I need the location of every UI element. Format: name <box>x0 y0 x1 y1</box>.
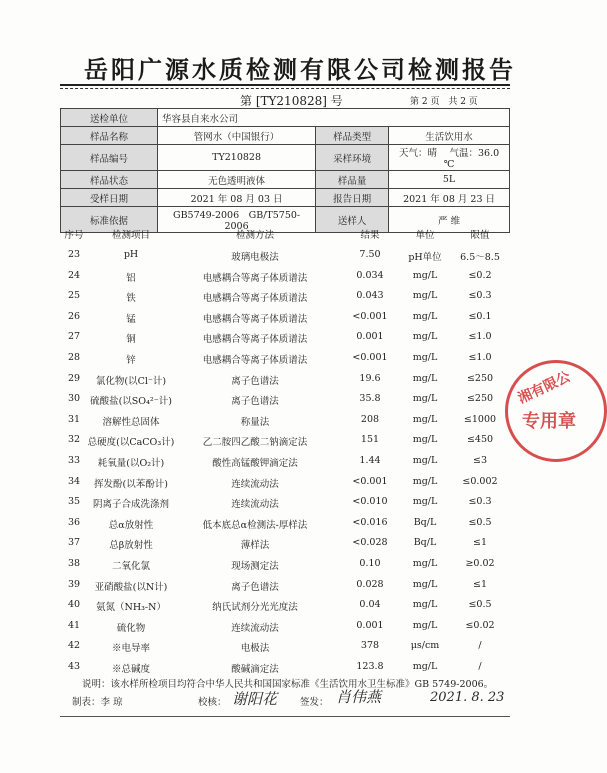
sender-value: 华容县自来水公司 <box>158 109 510 127</box>
cell-unit: mg/L <box>412 661 438 672</box>
cell-result: 151 <box>360 434 380 446</box>
cell-item: 总硬度(以CaCO₃计) <box>87 437 175 449</box>
page-total: 共 2 页 <box>448 97 478 107</box>
cell-limit: ≤0.5 <box>468 516 492 528</box>
cell-limit: 6.5～8.5 <box>460 252 500 263</box>
cell-limit: ≤1.0 <box>468 331 492 343</box>
sample-qty-value: 5L <box>389 171 510 189</box>
table-row <box>0 640 564 660</box>
cell-seq: 39 <box>67 578 81 590</box>
cell-result: 0.001 <box>356 619 384 631</box>
cell-unit: μs/cm <box>410 640 440 652</box>
table-row <box>0 496 564 516</box>
cell-result: <0.028 <box>352 537 388 549</box>
sample-info-table <box>60 108 510 233</box>
cell-item: ※总碱度 <box>111 664 150 675</box>
table-row <box>0 599 564 619</box>
cell-unit: mg/L <box>412 413 438 425</box>
table-row <box>0 579 564 599</box>
cell-unit: mg/L <box>412 352 438 363</box>
header-limit: 限值 <box>470 230 490 241</box>
cell-seq: 35 <box>67 496 81 508</box>
table-row <box>0 270 564 290</box>
cell-item: 阴离子合成洗涤剂 <box>92 499 169 511</box>
cell-result: 1.44 <box>359 455 381 466</box>
cell-limit: ≤3 <box>472 455 487 466</box>
signer-signature: 肖伟燕 <box>336 688 382 706</box>
header-seq: 序号 <box>64 230 84 241</box>
table-row <box>0 537 564 557</box>
header-method: 检测方法 <box>235 230 274 241</box>
table-row <box>0 476 564 496</box>
cell-seq: 23 <box>67 249 81 260</box>
sample-type-value: 生活饮用水 <box>389 127 510 145</box>
footer-rule <box>60 716 510 717</box>
cell-item: 铁 <box>126 293 136 305</box>
sample-name-label: 样品名称 <box>61 127 158 145</box>
maker <box>72 694 123 708</box>
standard-label: 标准依据 <box>61 207 158 233</box>
cell-item: 硫酸盐(以SO₄²⁻计) <box>90 396 172 408</box>
cell-seq: 27 <box>67 331 81 343</box>
cell-result: 0.001 <box>356 331 384 343</box>
cell-result: <0.001 <box>352 310 388 322</box>
signer-label: 签发： <box>300 697 329 708</box>
cell-result: 0.04 <box>359 599 381 611</box>
sampling-env-value: 天气：晴 气温：36.0 ℃ <box>389 145 510 171</box>
cell-seq: 36 <box>67 516 81 528</box>
cell-unit: Bq/L <box>413 516 437 528</box>
cell-limit: ≤0.02 <box>465 619 495 631</box>
cell-seq: 24 <box>67 269 81 281</box>
cell-result: 19.6 <box>359 372 381 384</box>
cell-limit: ≤250 <box>466 393 494 405</box>
cell-method: 电感耦合等离子体质谱法 <box>202 313 308 325</box>
header-unit: 单位 <box>415 230 435 241</box>
page-info <box>410 94 484 107</box>
sample-state-label: 样品状态 <box>61 171 158 189</box>
cell-seq: 31 <box>67 413 81 425</box>
cell-limit: ≤0.5 <box>468 599 492 611</box>
cell-result: 7.50 <box>359 249 381 260</box>
cell-method: 离子色谱法 <box>231 581 279 593</box>
cell-seq: 30 <box>67 393 81 405</box>
cell-item: 锰 <box>126 313 136 325</box>
cell-result: 123.8 <box>356 661 384 672</box>
cell-result: 0.034 <box>356 269 384 281</box>
cell-result: <0.016 <box>352 516 388 528</box>
cell-unit: mg/L <box>412 599 438 611</box>
cell-method: 称量法 <box>240 416 270 428</box>
table-row <box>0 331 564 351</box>
cell-method: 电感耦合等离子体质谱法 <box>202 272 308 284</box>
sampling-env-label: 采样环境 <box>316 145 389 171</box>
cell-item: 溶解性总固体 <box>102 416 160 428</box>
cell-unit: mg/L <box>412 290 438 302</box>
cell-seq: 40 <box>67 599 81 611</box>
cell-item: pH <box>123 249 139 260</box>
cell-unit: mg/L <box>412 269 438 281</box>
cell-limit: ≤1 <box>472 537 487 549</box>
table-row <box>0 414 564 434</box>
cell-limit: / <box>478 661 482 672</box>
cell-limit: ≤1000 <box>463 413 497 425</box>
cell-limit: ≤0.3 <box>468 496 492 508</box>
sample-state-value: 无色透明液体 <box>158 171 316 189</box>
table-row <box>0 517 564 537</box>
cell-method: 薄样法 <box>240 540 270 552</box>
cell-unit: mg/L <box>412 578 438 590</box>
cell-result: 0.043 <box>356 290 384 302</box>
received-date-label: 受样日期 <box>61 189 158 207</box>
cell-limit: ≤0.002 <box>462 475 498 487</box>
cell-unit: Bq/L <box>413 537 437 549</box>
cell-item: 挥发酚(以苯酚计) <box>94 478 168 490</box>
cell-item: 二氧化氯 <box>111 561 150 572</box>
cell-result: 208 <box>360 413 380 425</box>
cell-item: 铜 <box>126 334 136 346</box>
cell-unit: mg/L <box>412 310 438 322</box>
cell-method: 电极法 <box>240 643 270 655</box>
page-current: 第 2 页 <box>410 97 440 107</box>
cell-seq: 34 <box>67 475 81 487</box>
sample-type-label: 样品类型 <box>316 127 389 145</box>
report-title: 岳阳广源水质检测有限公司检测报告 <box>84 56 516 84</box>
cell-unit: mg/L <box>412 393 438 405</box>
standard-value: GB5749-2006 GB/T5750-2006 <box>158 207 316 233</box>
cell-seq: 25 <box>67 290 81 302</box>
conclusion-note: 说明：该水样所检项目均符合中华人民共和国国家标准《生活饮用水卫生标准》GB 5749-2006。 <box>82 679 494 690</box>
cell-method: 离子色谱法 <box>231 375 279 387</box>
maker-name: 李 琼 <box>100 697 123 708</box>
cell-unit: pH单位 <box>408 252 442 263</box>
cell-result: 378 <box>360 640 380 652</box>
cell-limit: ≤0.3 <box>468 290 492 302</box>
cell-seq: 29 <box>67 372 81 384</box>
table-row <box>0 373 564 393</box>
cell-unit: mg/L <box>412 331 438 343</box>
cell-limit: ≥0.02 <box>465 558 495 569</box>
cell-method: 低本底总α检测法-厚样法 <box>202 519 308 531</box>
cell-unit: mg/L <box>412 496 438 508</box>
cell-method: 现场测定法 <box>231 561 279 572</box>
cell-unit: mg/L <box>412 372 438 384</box>
cell-limit: / <box>478 640 482 652</box>
sign-date: 2021. 8. 23 <box>430 690 505 705</box>
cell-item: 耗氧量(以O₂计) <box>97 458 165 469</box>
header-item: 检测项目 <box>111 230 150 241</box>
cell-method: 电感耦合等离子体质谱法 <box>202 293 308 305</box>
cell-method: 连续流动法 <box>231 478 279 490</box>
results-header <box>0 227 564 247</box>
cell-limit: ≤0.2 <box>468 269 492 281</box>
cell-method: 酸性高锰酸钾滴定法 <box>212 458 298 469</box>
sample-name-value: 管网水（中国银行） <box>158 127 316 145</box>
cell-item: 总β放射性 <box>109 540 153 552</box>
report-date-label: 报告日期 <box>316 189 389 207</box>
cell-result: 35.8 <box>359 393 381 405</box>
cell-result: <0.001 <box>352 475 388 487</box>
table-row <box>0 434 564 454</box>
table-row <box>0 558 564 578</box>
cell-seq: 33 <box>67 455 81 466</box>
cell-seq: 41 <box>67 619 81 631</box>
title-rule <box>60 84 510 86</box>
cell-limit: ≤1.0 <box>468 352 492 363</box>
cell-seq: 38 <box>67 558 81 569</box>
cell-result: <0.001 <box>352 352 388 363</box>
cell-method: 玻璃电极法 <box>231 252 279 263</box>
sender-person-label: 送样人 <box>316 207 389 233</box>
cell-limit: ≤1 <box>472 578 487 590</box>
cell-method: 电感耦合等离子体质谱法 <box>202 355 308 366</box>
table-row <box>0 620 564 640</box>
cell-limit: ≤250 <box>466 372 494 384</box>
report-date-value: 2021 年 08 月 23 日 <box>389 189 510 207</box>
maker-label: 制表： <box>72 697 101 708</box>
cell-unit: mg/L <box>412 558 438 569</box>
sample-code-value: TY210828 <box>158 145 316 171</box>
received-date-value: 2021 年 08 月 03 日 <box>158 189 316 207</box>
checker-label: 校核： <box>198 697 227 708</box>
official-seal: 湘有限公 专用章 <box>505 360 607 462</box>
table-row <box>0 455 564 475</box>
cell-seq: 43 <box>67 661 81 672</box>
sample-qty-label: 样品量 <box>316 171 389 189</box>
cell-method: 纳氏试剂分光光度法 <box>212 602 298 614</box>
cell-item: ※电导率 <box>111 643 150 655</box>
cell-result: 0.10 <box>359 558 381 569</box>
cell-seq: 37 <box>67 537 81 549</box>
cell-seq: 32 <box>67 434 81 446</box>
header-result: 结果 <box>360 230 380 241</box>
cell-method: 电感耦合等离子体质谱法 <box>202 334 308 346</box>
cell-method: 乙二胺四乙酸二钠滴定法 <box>202 437 308 449</box>
cell-result: <0.010 <box>352 496 388 508</box>
cell-item: 氨氮（NH₃-N） <box>96 602 166 614</box>
cell-item: 亚硝酸盐(以N计) <box>94 581 168 593</box>
checker-signature: 谢阳花 <box>232 690 278 708</box>
report-number: 第 [TY210828] 号 <box>240 94 343 108</box>
cell-item: 锌 <box>126 355 136 366</box>
cell-method: 酸碱滴定法 <box>231 664 279 675</box>
cell-item: 铝 <box>126 272 136 284</box>
cell-unit: mg/L <box>412 475 438 487</box>
cell-limit: ≤0.1 <box>468 310 492 322</box>
table-row <box>0 393 564 413</box>
cell-unit: mg/L <box>412 434 438 446</box>
cell-item: 氯化物(以Cl⁻计) <box>95 375 167 387</box>
cell-seq: 42 <box>67 640 81 652</box>
cell-item: 硫化物 <box>116 622 146 634</box>
cell-result: 0.028 <box>356 578 384 590</box>
cell-seq: 28 <box>67 352 81 363</box>
table-row <box>0 249 564 269</box>
cell-method: 连续流动法 <box>231 499 279 511</box>
table-row <box>0 290 564 310</box>
cell-method: 离子色谱法 <box>231 396 279 408</box>
title-rule-dashed <box>60 88 510 89</box>
cell-item: 总α放射性 <box>108 519 154 531</box>
cell-limit: ≤450 <box>466 434 494 446</box>
cell-method: 连续流动法 <box>231 622 279 634</box>
cell-seq: 26 <box>67 310 81 322</box>
sender-label: 送检单位 <box>61 109 158 127</box>
sender-person-value: 严 维 <box>389 207 510 233</box>
cell-unit: mg/L <box>412 455 438 466</box>
cell-unit: mg/L <box>412 619 438 631</box>
table-row <box>0 352 564 372</box>
sample-code-label: 样品编号 <box>61 145 158 171</box>
table-row <box>0 311 564 331</box>
